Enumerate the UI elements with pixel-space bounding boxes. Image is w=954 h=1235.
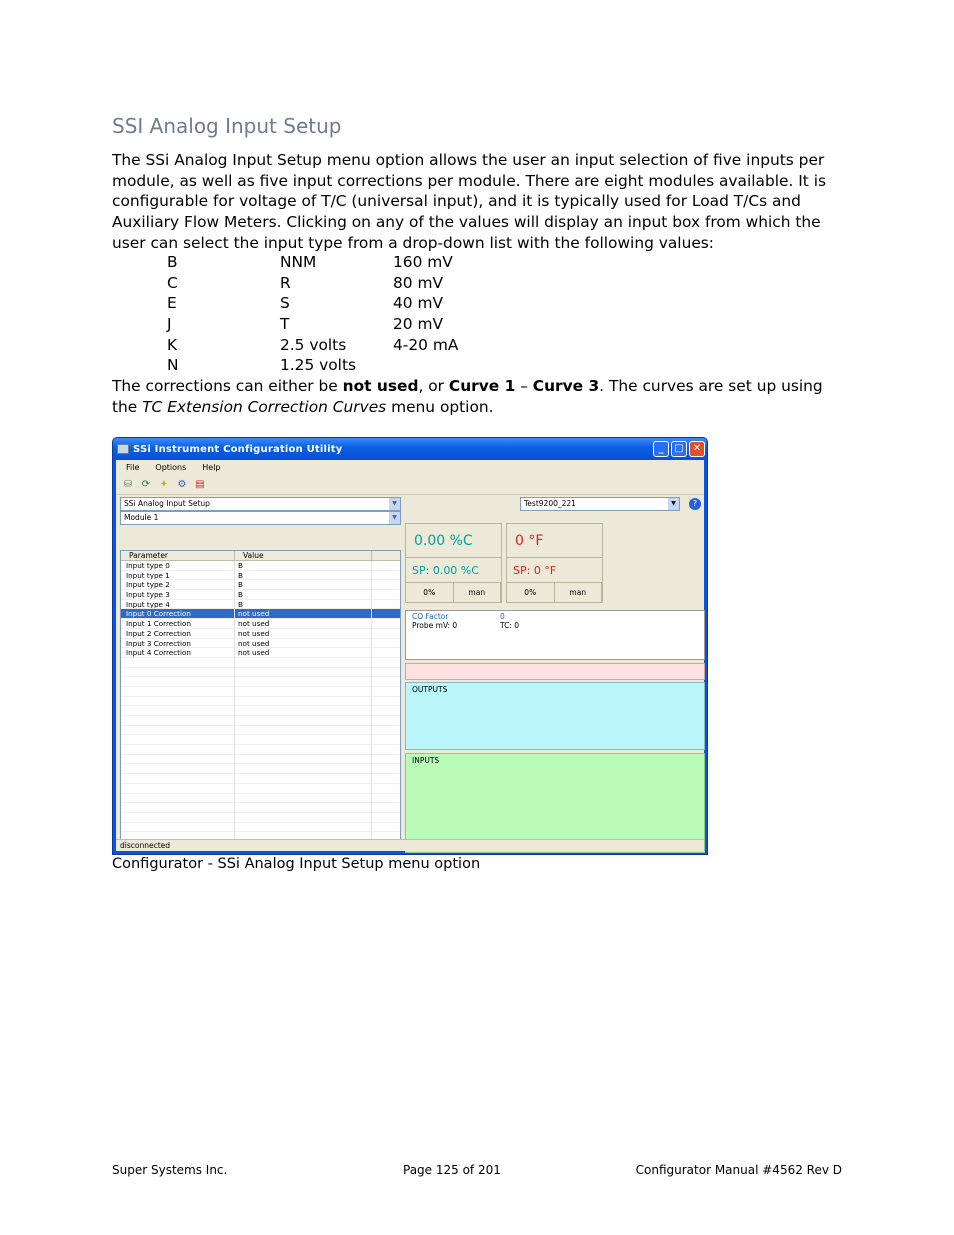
table-row[interactable] xyxy=(121,697,400,707)
module-select[interactable]: Module 1 ▼ xyxy=(120,511,401,525)
footer-page-number: Page 125 of 201 xyxy=(403,1163,501,1177)
value-cell[interactable] xyxy=(235,668,372,678)
table-row[interactable] xyxy=(121,706,400,716)
value-cell[interactable] xyxy=(235,774,372,784)
value-cell: 2.5 volts xyxy=(280,335,347,354)
input-values-table xyxy=(167,252,506,376)
table-row[interactable] xyxy=(121,609,400,619)
parameter-cell xyxy=(121,697,235,707)
table-row[interactable] xyxy=(121,745,400,755)
connect-icon[interactable]: ⛁ xyxy=(123,478,133,490)
table-row[interactable] xyxy=(121,580,400,590)
process-value: 0.00 %C xyxy=(406,524,501,558)
parameter-cell xyxy=(121,803,235,813)
parameter-cell xyxy=(121,687,235,697)
menu-bar xyxy=(116,460,704,475)
value-cell: 4-20 mA xyxy=(393,335,459,354)
value-cell[interactable] xyxy=(235,813,372,823)
value-cell[interactable] xyxy=(235,794,372,804)
value-row xyxy=(167,335,506,356)
maximize-button[interactable]: □ xyxy=(671,441,687,457)
value-cell: T xyxy=(280,315,290,334)
table-row[interactable] xyxy=(121,619,400,629)
process-value: 0 °F xyxy=(507,524,602,558)
value-cell: N xyxy=(167,356,179,375)
value-cell[interactable] xyxy=(235,697,372,707)
menu-options[interactable]: Options xyxy=(155,463,187,472)
connection-select[interactable]: Test9200_221 ▼ xyxy=(520,497,680,511)
value-cell: 20 mV xyxy=(393,315,443,334)
app-icon xyxy=(117,444,129,454)
value-cell[interactable]: B xyxy=(235,580,372,590)
table-row[interactable] xyxy=(121,590,400,600)
parameter-cell xyxy=(121,774,235,784)
status-bar xyxy=(116,839,704,851)
parameter-cell xyxy=(121,735,235,745)
parameter-cell xyxy=(121,794,235,804)
table-row[interactable] xyxy=(121,716,400,726)
title-bar xyxy=(113,438,707,460)
intro-paragraph: The SSi Analog Input Setup menu option allows the user an input selection of five inputs per module, as well as five input corrections per module. There are eight modules available. It is configurable for voltage of T/C (universal input), and it is typically used for Load T/Cs and Auxiliary Flow Meters. Clicking on any of the values will display an input box from which the user can select the input type from a drop-down list with the following values: xyxy=(112,151,827,252)
co-factor-label: CO Factor xyxy=(412,612,449,621)
parameter-cell: Input type 4 xyxy=(121,600,235,610)
inputs-label: INPUTS xyxy=(412,756,440,765)
table-row[interactable] xyxy=(121,823,400,833)
parameter-cell xyxy=(121,823,235,833)
table-row[interactable] xyxy=(121,648,400,658)
menu-file[interactable]: File xyxy=(126,463,140,472)
value-cell[interactable] xyxy=(235,803,372,813)
table-row[interactable] xyxy=(121,600,400,610)
menu-option-select[interactable]: SSi Analog Input Setup ▼ xyxy=(120,497,401,511)
table-row[interactable] xyxy=(121,726,400,736)
value-cell: S xyxy=(280,294,290,313)
alarm-bar xyxy=(405,663,705,680)
parameter-cell xyxy=(121,755,235,765)
parameter-cell: Input 0 Correction xyxy=(121,609,235,619)
value-cell[interactable]: not used xyxy=(235,648,372,658)
value-cell: J xyxy=(167,315,172,334)
value-cell[interactable]: B xyxy=(235,571,372,581)
value-cell: 80 mV xyxy=(393,273,443,292)
close-button[interactable]: ✕ xyxy=(689,441,705,457)
co-factor-value: 0 xyxy=(500,612,505,621)
refresh-icon[interactable]: ⟳ xyxy=(141,478,151,490)
table-row[interactable] xyxy=(121,668,400,678)
help-icon[interactable]: ? xyxy=(689,498,701,510)
window-title: SSi Instrument Configuration Utility xyxy=(133,443,343,455)
tc-label: TC: 0 xyxy=(500,621,520,630)
table-row[interactable] xyxy=(121,803,400,813)
value-cell[interactable] xyxy=(235,677,372,687)
column-header-value[interactable]: Value xyxy=(235,551,372,560)
value-row xyxy=(167,252,506,273)
parameter-cell xyxy=(121,706,235,716)
parameter-cell xyxy=(121,784,235,794)
parameter-cell xyxy=(121,726,235,736)
value-cell: K xyxy=(167,335,178,354)
process-value-panel-1 xyxy=(405,523,502,603)
table-row[interactable] xyxy=(121,774,400,784)
chevron-down-icon: ▼ xyxy=(668,498,679,510)
gear-icon[interactable]: ⚙ xyxy=(177,478,187,490)
parameter-cell: Input 2 Correction xyxy=(121,629,235,639)
outputs-label: OUTPUTS xyxy=(412,685,448,694)
menu-help[interactable]: Help xyxy=(202,463,221,472)
app-window-screenshot xyxy=(112,437,708,855)
toolbar xyxy=(116,475,704,495)
value-row xyxy=(167,314,506,335)
value-row xyxy=(167,273,506,294)
table-row[interactable] xyxy=(121,784,400,794)
value-row xyxy=(167,355,506,376)
footer-manual-id: Configurator Manual #4562 Rev D xyxy=(635,1163,842,1177)
column-header-parameter[interactable]: Parameter xyxy=(121,551,235,560)
chart-icon[interactable]: ▤ xyxy=(195,478,205,490)
table-row[interactable] xyxy=(121,629,400,639)
parameter-cell xyxy=(121,658,235,668)
value-cell[interactable] xyxy=(235,784,372,794)
value-cell[interactable]: B xyxy=(235,561,372,571)
value-row xyxy=(167,293,506,314)
value-cell: R xyxy=(280,273,291,292)
probe-mv-label: Probe mV: 0 xyxy=(412,621,458,630)
menu-option-reference: TC Extension Correction Curves xyxy=(142,397,387,416)
table-row[interactable] xyxy=(121,764,400,774)
value-cell[interactable] xyxy=(235,755,372,765)
section-heading: SSI Analog Input Setup xyxy=(112,114,342,138)
footer-company: Super Systems Inc. xyxy=(112,1163,228,1177)
value-cell[interactable] xyxy=(235,706,372,716)
curve-1-option: Curve 1 xyxy=(448,377,516,395)
parameter-cell xyxy=(121,677,235,687)
value-cell xyxy=(393,355,506,376)
not-used-option: not used xyxy=(342,377,419,395)
value-cell[interactable] xyxy=(235,764,372,774)
value-cell: 40 mV xyxy=(393,294,443,313)
parameter-grid xyxy=(120,550,401,848)
mode-button[interactable]: man xyxy=(454,583,502,603)
value-cell[interactable]: not used xyxy=(235,609,372,619)
mode-button[interactable]: man xyxy=(555,583,603,603)
table-row[interactable] xyxy=(121,687,400,697)
parameter-cell: Input type 1 xyxy=(121,571,235,581)
value-cell[interactable] xyxy=(235,658,372,668)
table-row[interactable] xyxy=(121,677,400,687)
minimize-button[interactable]: _ xyxy=(653,441,669,457)
output-percent: 0% xyxy=(507,583,555,603)
parameter-cell xyxy=(121,668,235,678)
parameter-cell xyxy=(121,813,235,823)
parameter-cell: Input type 0 xyxy=(121,561,235,571)
value-cell[interactable] xyxy=(235,823,372,833)
table-row[interactable] xyxy=(121,735,400,745)
value-cell[interactable]: not used xyxy=(235,629,372,639)
table-row[interactable] xyxy=(121,794,400,804)
value-cell[interactable] xyxy=(235,716,372,726)
value-cell[interactable] xyxy=(235,687,372,697)
chevron-down-icon: ▼ xyxy=(389,498,400,510)
process-value-panel-2 xyxy=(506,523,603,603)
parameter-cell: Input 4 Correction xyxy=(121,648,235,658)
lightbulb-icon[interactable]: ✦ xyxy=(159,478,169,490)
parameter-cell: Input 1 Correction xyxy=(121,619,235,629)
status-text: disconnected xyxy=(120,841,171,850)
window-client-area xyxy=(116,460,704,851)
figure-caption: Configurator - SSi Analog Input Setup menu option xyxy=(112,856,481,872)
table-row[interactable] xyxy=(121,571,400,581)
value-cell: 1.25 volts xyxy=(280,356,357,375)
grid-body xyxy=(121,561,400,842)
value-cell: NNM xyxy=(280,253,317,271)
output-percent: 0% xyxy=(406,583,454,603)
value-cell[interactable] xyxy=(235,726,372,736)
chevron-down-icon: ▼ xyxy=(389,512,400,524)
table-row[interactable] xyxy=(121,755,400,765)
value-cell: E xyxy=(167,294,177,313)
setpoint-value[interactable]: SP: 0.00 %C xyxy=(406,558,501,583)
value-cell[interactable]: B xyxy=(235,590,372,600)
value-cell: B xyxy=(167,253,178,271)
value-cell[interactable]: not used xyxy=(235,619,372,629)
table-row[interactable] xyxy=(121,561,400,571)
table-row[interactable] xyxy=(121,658,400,668)
curve-3-option: Curve 3 xyxy=(532,377,600,395)
value-cell[interactable]: B xyxy=(235,600,372,610)
parameter-cell: Input 3 Correction xyxy=(121,639,235,649)
value-cell[interactable]: not used xyxy=(235,639,372,649)
value-cell[interactable] xyxy=(235,745,372,755)
value-cell: 160 mV xyxy=(393,253,453,271)
corrections-paragraph: The corrections can either be not used, or Curve 1 – Curve 3. The curves are set up using the TC Extension Correction Curves menu option. xyxy=(112,377,823,416)
parameter-cell xyxy=(121,764,235,774)
setpoint-value[interactable]: SP: 0 °F xyxy=(507,558,602,583)
table-row[interactable] xyxy=(121,813,400,823)
value-cell[interactable] xyxy=(235,735,372,745)
value-cell: C xyxy=(167,273,178,292)
table-row[interactable] xyxy=(121,639,400,649)
info-panel xyxy=(405,610,705,660)
parameter-cell: Input type 3 xyxy=(121,590,235,600)
parameter-cell xyxy=(121,716,235,726)
outputs-panel xyxy=(405,682,705,750)
inputs-panel xyxy=(405,753,705,853)
parameter-cell: Input type 2 xyxy=(121,580,235,590)
parameter-cell xyxy=(121,745,235,755)
grid-header xyxy=(121,551,400,561)
